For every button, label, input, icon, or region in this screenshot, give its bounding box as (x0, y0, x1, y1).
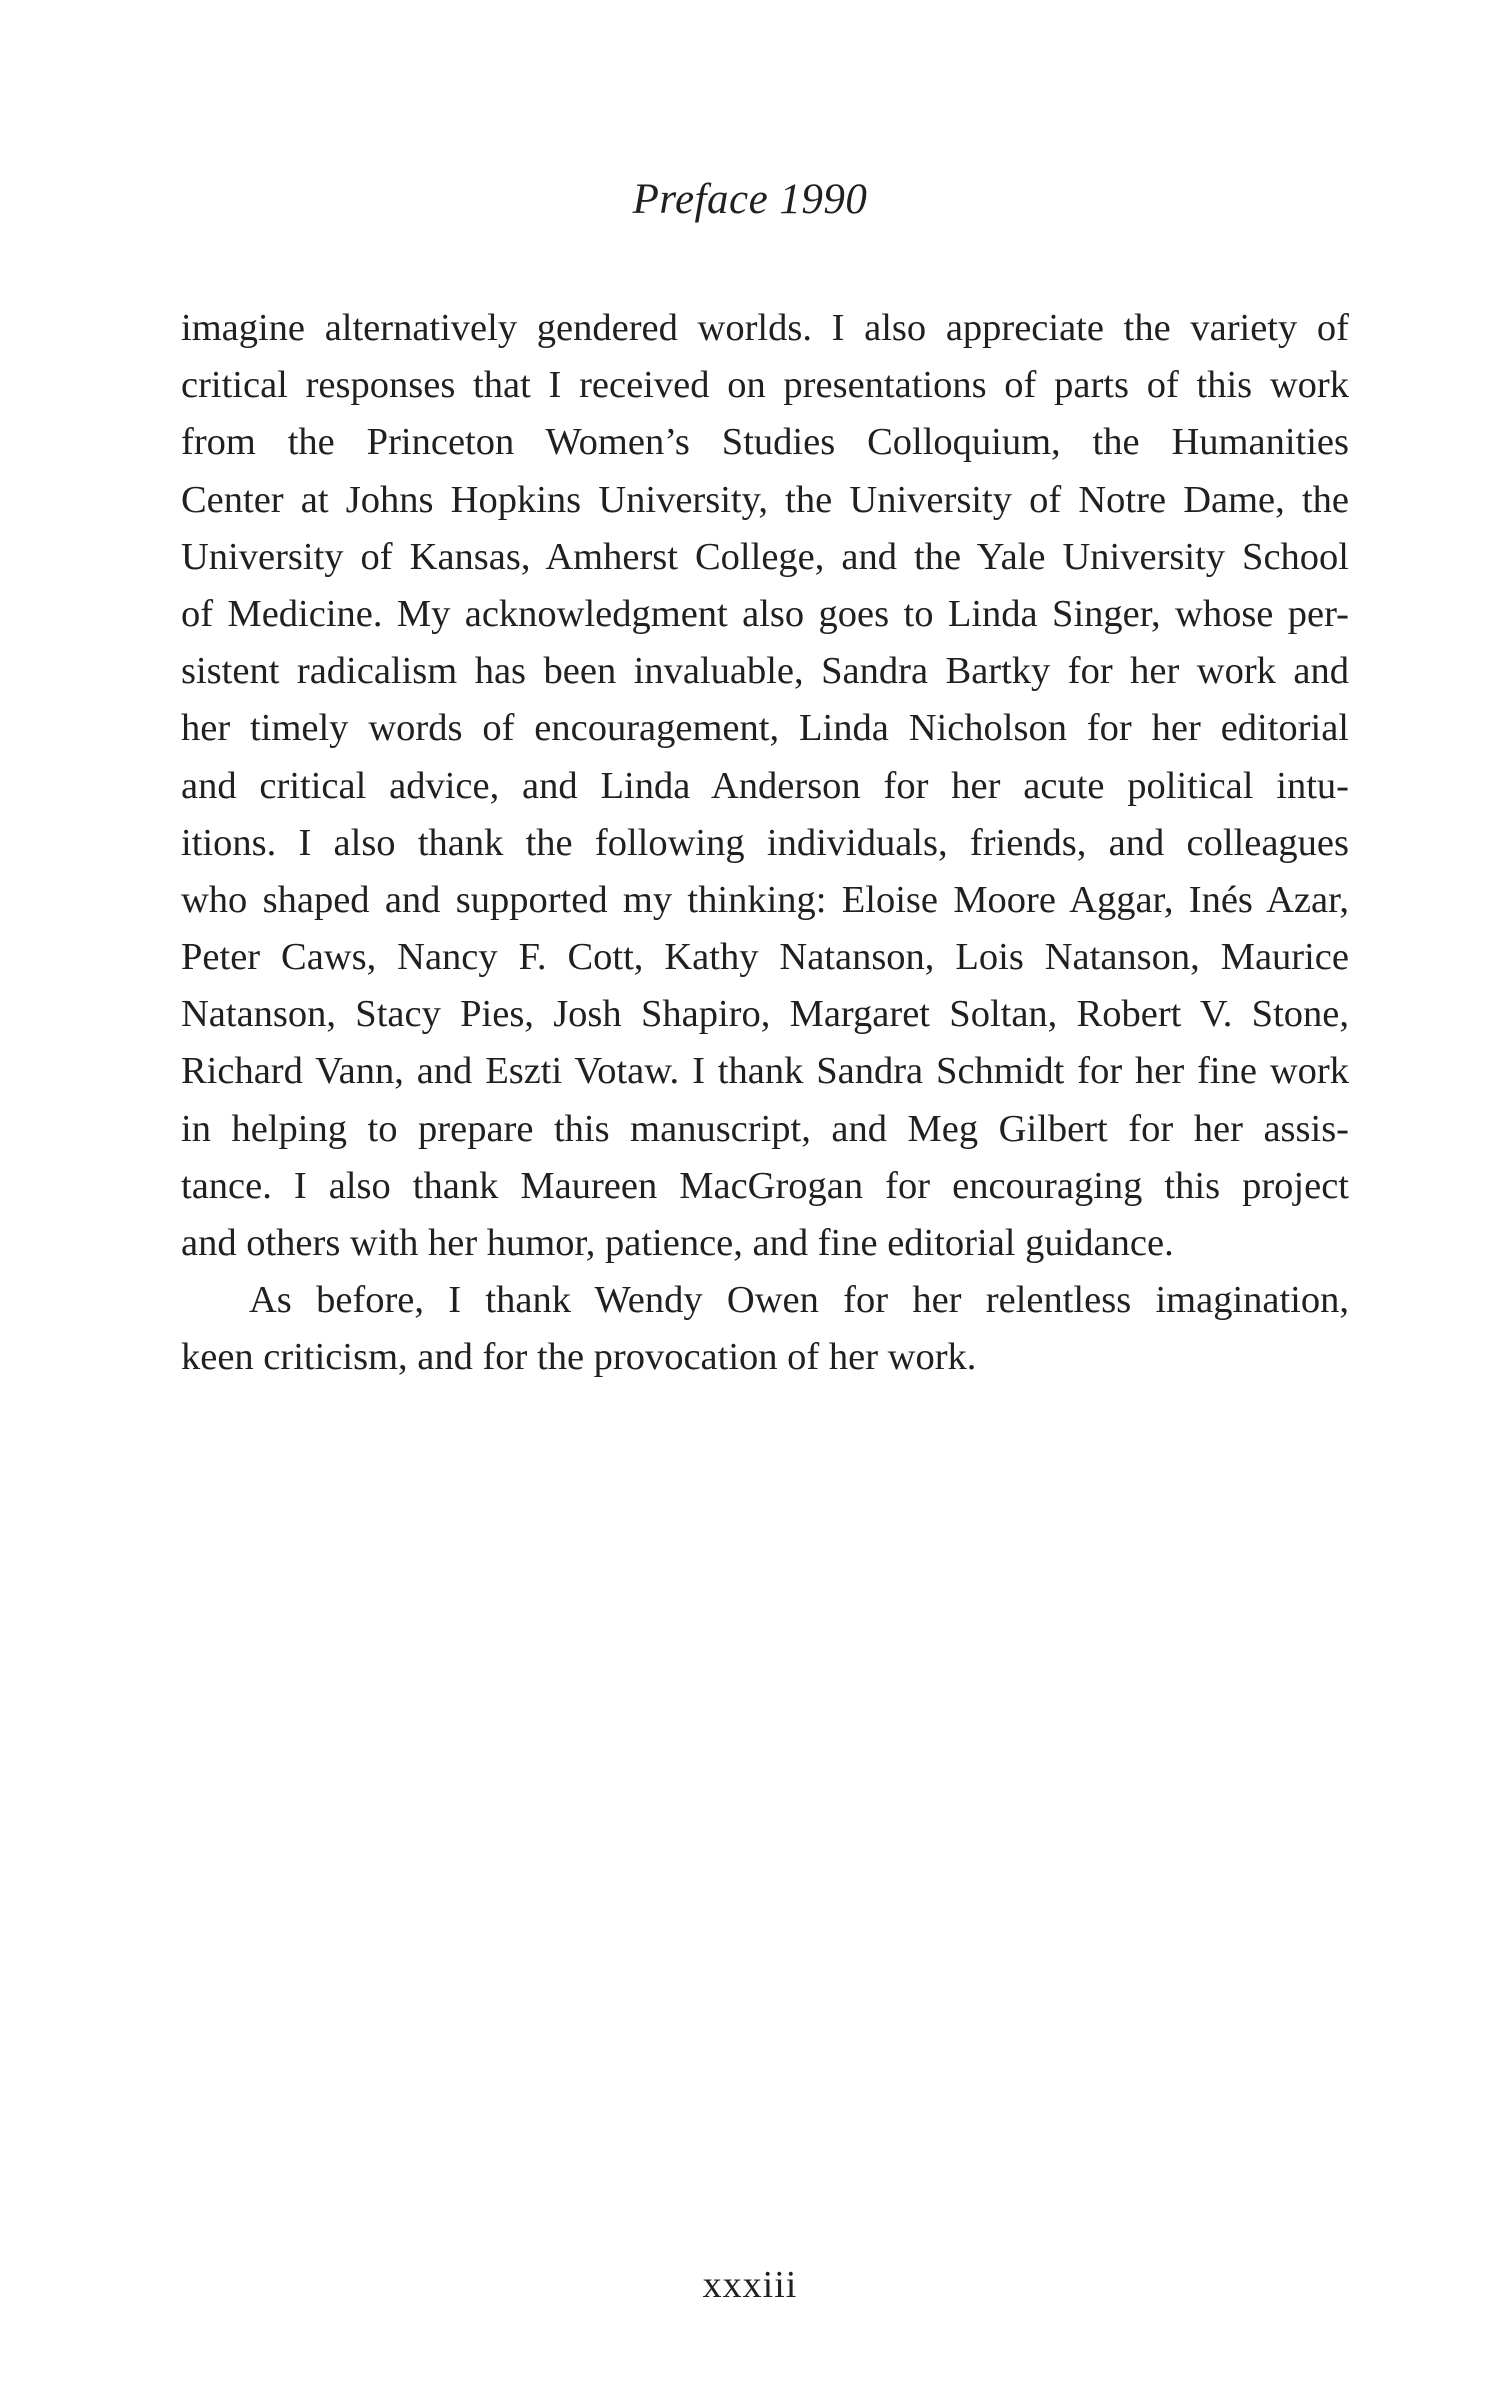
text-line: As before, I thank Wendy Owen for her relentless imagination, (249, 1279, 1349, 1322)
text-line: critical responses that I received on presentations of parts of this work (181, 364, 1349, 407)
text-line: Richard Vann, and Eszti Votaw. I thank Sandra Schmidt for her fine work (181, 1050, 1349, 1093)
text-line: imagine alternatively gendered worlds. I also appreciate the variety of (181, 307, 1349, 349)
text-line: and others with her humor, patience, and fine editorial guidance. (181, 1222, 1174, 1264)
text-line: Peter Caws, Nancy F. Cott, Kathy Natanson, Lois Natanson, Maurice (181, 936, 1349, 979)
text-line: in helping to prepare this manuscript, and Meg Gilbert for her assis- (181, 1107, 1349, 1150)
paragraph (181, 300, 1349, 1272)
text-line: University of Kansas, Amherst College, and the Yale University School (181, 535, 1349, 578)
text-line: keen criticism, and for the provocation of her work. (181, 1336, 977, 1379)
text-line: itions. I also thank the following individuals, friends, and colleagues (181, 821, 1349, 864)
text-line: from the Princeton Women’s Studies Colloquium, the Humanities (181, 421, 1349, 464)
text-line: tance. I also thank Maureen MacGrogan for encouraging this project (181, 1164, 1349, 1207)
text-line: and critical advice, and Linda Anderson for her acute political intu- (181, 764, 1349, 807)
text-line: sistent radicalism has been invaluable, Sandra Bartky for her work and (181, 650, 1349, 693)
paragraph (181, 1272, 1349, 1386)
text-line: who shaped and supported my thinking: Eloise Moore Aggar, Inés Azar, (181, 878, 1349, 921)
page-number: xxxiii (702, 2264, 798, 2306)
running-head: Preface 1990 (632, 176, 868, 223)
text-line: her timely words of encouragement, Linda Nicholson for her editorial (181, 707, 1349, 750)
text-line: of Medicine. My acknowledgment also goes to Linda Singer, whose per- (181, 592, 1349, 635)
text-line: Center at Johns Hopkins University, the University of Notre Dame, the (181, 478, 1349, 521)
body-text (181, 300, 1349, 1387)
text-line: Natanson, Stacy Pies, Josh Shapiro, Margaret Soltan, Robert V. Stone, (181, 993, 1349, 1036)
